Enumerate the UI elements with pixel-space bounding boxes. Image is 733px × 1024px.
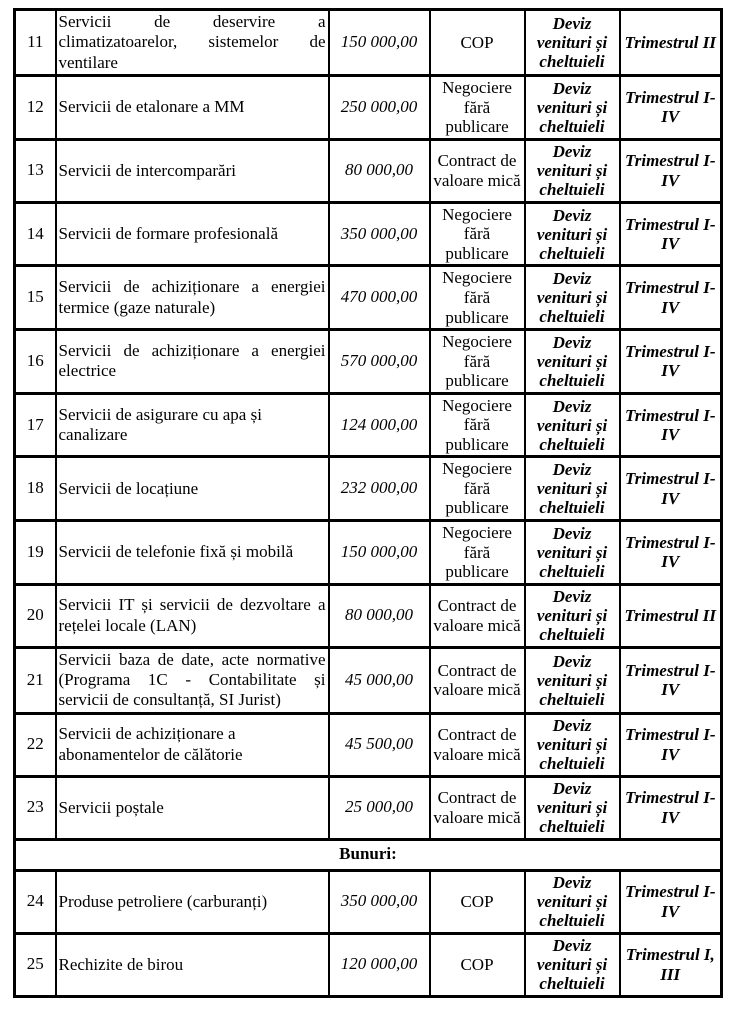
funding-source-cell: Deviz venituri și cheltuieli (525, 776, 620, 839)
description-cell: Produse petroliere (carburanți) (56, 870, 329, 933)
section-header-row (15, 839, 722, 870)
description-cell: Rechizite de birou (56, 933, 329, 996)
table-row (15, 266, 722, 330)
table-row (15, 330, 722, 394)
row-number-cell: 17 (15, 393, 56, 457)
description-cell: Servicii de achiziționare a energiei termice (gaze naturale) (56, 266, 329, 330)
table-row (15, 933, 722, 996)
funding-source-cell: Deviz venituri și cheltuieli (525, 933, 620, 996)
description-cell: Servicii de achiziționare a abonamentelor de călătorie (56, 713, 329, 776)
funding-source-cell: Deviz venituri și cheltuieli (525, 521, 620, 585)
description-cell: Servicii de locațiune (56, 457, 329, 521)
period-cell: Trimestrul I-IV (620, 713, 722, 776)
amount-cell: 350 000,00 (329, 870, 430, 933)
amount-cell: 80 000,00 (329, 584, 430, 647)
procedure-cell: COP (430, 10, 525, 76)
procedure-cell: Negociere fără publicare (430, 76, 525, 140)
procurement-table (13, 8, 723, 998)
period-cell: Trimestrul I-IV (620, 457, 722, 521)
procedure-cell: Negociere fără publicare (430, 457, 525, 521)
amount-cell: 350 000,00 (329, 202, 430, 266)
funding-source-cell: Deviz venituri și cheltuieli (525, 76, 620, 140)
procedure-cell: Negociere fără publicare (430, 330, 525, 394)
table-row (15, 10, 722, 76)
amount-cell: 25 000,00 (329, 776, 430, 839)
amount-cell: 124 000,00 (329, 393, 430, 457)
procurement-table-body (15, 10, 722, 997)
description-cell: Servicii de formare profesională (56, 202, 329, 266)
period-cell: Trimestrul I, III (620, 933, 722, 996)
period-cell: Trimestrul II (620, 584, 722, 647)
amount-cell: 570 000,00 (329, 330, 430, 394)
table-row (15, 713, 722, 776)
funding-source-cell: Deviz venituri și cheltuieli (525, 202, 620, 266)
row-number-cell: 22 (15, 713, 56, 776)
row-number-cell: 25 (15, 933, 56, 996)
section-header-label: Bunuri: (15, 839, 722, 870)
funding-source-cell: Deviz venituri și cheltuieli (525, 584, 620, 647)
row-number-cell: 16 (15, 330, 56, 394)
table-row (15, 393, 722, 457)
table-row (15, 870, 722, 933)
procedure-cell: COP (430, 933, 525, 996)
description-cell: Servicii de asigurare cu apa și canalizare (56, 393, 329, 457)
description-cell: Servicii de deservire a climatizatoarelor, sistemelor de ventilare (56, 10, 329, 76)
row-number-cell: 11 (15, 10, 56, 76)
table-row (15, 584, 722, 647)
amount-cell: 150 000,00 (329, 10, 430, 76)
funding-source-cell: Deviz venituri și cheltuieli (525, 330, 620, 394)
funding-source-cell: Deviz venituri și cheltuieli (525, 647, 620, 713)
procedure-cell: Negociere fără publicare (430, 521, 525, 585)
row-number-cell: 18 (15, 457, 56, 521)
table-row (15, 521, 722, 585)
funding-source-cell: Deviz venituri și cheltuieli (525, 10, 620, 76)
description-cell: Servicii poștale (56, 776, 329, 839)
period-cell: Trimestrul I-IV (620, 521, 722, 585)
description-cell: Servicii baza de date, acte normative (Programa 1C - Contabilitate și servicii de consultanță, SI Jurist) (56, 647, 329, 713)
row-number-cell: 23 (15, 776, 56, 839)
amount-cell: 45 500,00 (329, 713, 430, 776)
row-number-cell: 24 (15, 870, 56, 933)
description-cell: Servicii de telefonie fixă și mobilă (56, 521, 329, 585)
row-number-cell: 14 (15, 202, 56, 266)
funding-source-cell: Deviz venituri și cheltuieli (525, 393, 620, 457)
procedure-cell: Contract de valoare mică (430, 139, 525, 202)
procedure-cell: Contract de valoare mică (430, 584, 525, 647)
row-number-cell: 12 (15, 76, 56, 140)
period-cell: Trimestrul I-IV (620, 139, 722, 202)
procedure-cell: Contract de valoare mică (430, 647, 525, 713)
row-number-cell: 19 (15, 521, 56, 585)
procedure-cell: Negociere fără publicare (430, 266, 525, 330)
funding-source-cell: Deviz venituri și cheltuieli (525, 870, 620, 933)
amount-cell: 470 000,00 (329, 266, 430, 330)
table-row (15, 457, 722, 521)
period-cell: Trimestrul I-IV (620, 76, 722, 140)
table-row (15, 139, 722, 202)
period-cell: Trimestrul I-IV (620, 870, 722, 933)
amount-cell: 232 000,00 (329, 457, 430, 521)
description-cell: Servicii de etalonare a MM (56, 76, 329, 140)
period-cell: Trimestrul I-IV (620, 266, 722, 330)
row-number-cell: 21 (15, 647, 56, 713)
table-row (15, 776, 722, 839)
procedure-cell: Contract de valoare mică (430, 776, 525, 839)
period-cell: Trimestrul I-IV (620, 330, 722, 394)
period-cell: Trimestrul I-IV (620, 393, 722, 457)
table-row (15, 202, 722, 266)
procedure-cell: Negociere fără publicare (430, 393, 525, 457)
procedure-cell: Negociere fără publicare (430, 202, 525, 266)
funding-source-cell: Deviz venituri și cheltuieli (525, 139, 620, 202)
period-cell: Trimestrul I-IV (620, 202, 722, 266)
amount-cell: 45 000,00 (329, 647, 430, 713)
funding-source-cell: Deviz venituri și cheltuieli (525, 457, 620, 521)
description-cell: Servicii IT și servicii de dezvoltare a rețelei locale (LAN) (56, 584, 329, 647)
amount-cell: 80 000,00 (329, 139, 430, 202)
row-number-cell: 20 (15, 584, 56, 647)
amount-cell: 250 000,00 (329, 76, 430, 140)
funding-source-cell: Deviz venituri și cheltuieli (525, 266, 620, 330)
amount-cell: 120 000,00 (329, 933, 430, 996)
row-number-cell: 15 (15, 266, 56, 330)
description-cell: Servicii de achiziționare a energiei electrice (56, 330, 329, 394)
funding-source-cell: Deviz venituri și cheltuieli (525, 713, 620, 776)
procedure-cell: COP (430, 870, 525, 933)
procedure-cell: Contract de valoare mică (430, 713, 525, 776)
description-cell: Servicii de intercomparări (56, 139, 329, 202)
table-row (15, 647, 722, 713)
row-number-cell: 13 (15, 139, 56, 202)
period-cell: Trimestrul I-IV (620, 647, 722, 713)
table-row (15, 76, 722, 140)
period-cell: Trimestrul I-IV (620, 776, 722, 839)
amount-cell: 150 000,00 (329, 521, 430, 585)
period-cell: Trimestrul II (620, 10, 722, 76)
